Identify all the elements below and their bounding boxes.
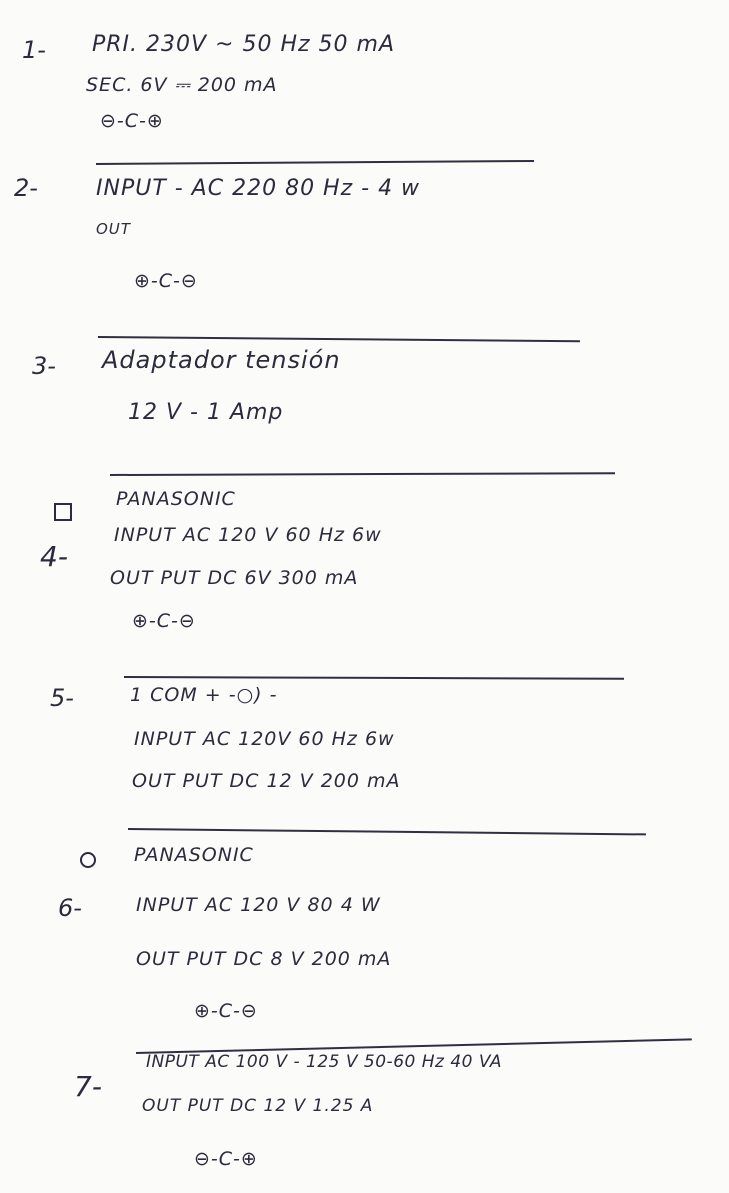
entry-5-line-1: INPUT AC 120V 60 Hz 6w <box>134 728 395 750</box>
entry-1-line-1: PRI. 230V ~ 50 Hz 50 mA <box>92 32 396 57</box>
entry-6-line-2: OUT PUT DC 8 V 200 mA <box>136 948 392 970</box>
divider-4 <box>124 676 624 680</box>
entry-4-brand: PANASONIC <box>116 488 236 510</box>
entry-6-brand: PANASONIC <box>134 844 254 866</box>
entry-3-line-2: 12 V - 1 Amp <box>128 400 284 425</box>
entry-4-polarity: ⊕-C-⊖ <box>132 610 196 632</box>
entry-2-number: 2- <box>14 174 38 202</box>
entry-7-polarity: ⊖-C-⊕ <box>194 1148 258 1170</box>
entry-4-number: 4- <box>40 540 68 573</box>
entry-5-line-2: OUT PUT DC 12 V 200 mA <box>132 770 401 792</box>
divider-3 <box>110 472 615 476</box>
entry-2-polarity: ⊕-C-⊖ <box>134 270 198 292</box>
entry-7-line-2: OUT PUT DC 12 V 1.25 A <box>142 1096 374 1116</box>
entry-5-brand: 1 COM + -○) - <box>130 684 278 706</box>
entry-4-line-1: INPUT AC 120 V 60 Hz 6w <box>114 524 382 546</box>
entry-1-number: 1- <box>22 36 46 64</box>
entry-7-line-1: INPUT AC 100 V - 125 V 50-60 Hz 40 VA <box>146 1052 502 1072</box>
entry-4-line-2: OUT PUT DC 6V 300 mA <box>110 567 359 589</box>
divider-5 <box>128 828 646 835</box>
entry-3-number: 3- <box>32 352 56 380</box>
entry-2-line-2: OUT <box>96 220 131 238</box>
entry-6-number: 6- <box>58 894 82 922</box>
checkbox-square-icon <box>54 503 72 521</box>
entry-5-number: 5- <box>50 684 74 712</box>
divider-1 <box>96 160 534 165</box>
entry-7-number: 7- <box>74 1070 102 1103</box>
entry-6-line-1: INPUT AC 120 V 80 4 W <box>136 894 381 916</box>
entry-1-line-2: SEC. 6V ⎓ 200 mA <box>86 74 278 96</box>
entry-3-line-1: Adaptador tensión <box>102 346 341 374</box>
entry-6-polarity: ⊕-C-⊖ <box>194 1000 258 1022</box>
circle-bullet-icon <box>80 852 96 868</box>
entry-1-polarity: ⊖-C-⊕ <box>100 110 164 132</box>
entry-2-line-1: INPUT - AC 220 80 Hz - 4 w <box>96 176 421 201</box>
divider-2 <box>98 336 580 342</box>
